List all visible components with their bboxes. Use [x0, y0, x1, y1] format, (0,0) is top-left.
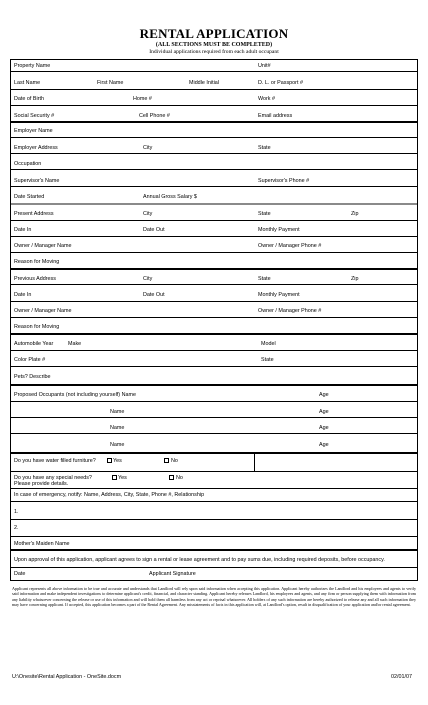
disclaimer-text: Applicant represents all above information to be true and accurate and understands that Landlord will rely upon said information when accepting this application. Applicant hereby authorizes the Landlord and his employees and agents to verify said information and make independent investigations to determine applicant's credit, financial, and character standing. Applicant hereby releases Landlord, his employees and agents, and any firm or person supplying them with information from any liability whatsoever concerning the release or use of this information and will hold them all harmless from any act or reprisal whatsoever. All holders of any such information are hereby authorized to release any and all such information they may have concerning applicant. If accepted, this application becomes a part of the Rental Agreement. Any misstatements of facts in this application will, at Landlord's option, result in disqualification of your application and/or rental agreement.: [12, 586, 416, 608]
label-cell-phone: Cell Phone #: [139, 113, 170, 119]
label-dl-passport: D. L. or Passport #: [258, 80, 303, 86]
label-emergency: In case of emergency, notify: Name, Address, City, State, Phone #, Relationship: [14, 492, 205, 498]
label-supervisor-name: Supervisor's Name: [14, 178, 60, 184]
label-work-phone: Work #: [258, 96, 275, 102]
label-occupant-name-2: Name: [110, 409, 125, 415]
application-form: [10, 59, 418, 581]
label-date: Date: [14, 571, 26, 577]
label-model: Model: [261, 341, 276, 347]
label-special-needs: Do you have any special needs?: [14, 475, 92, 481]
label-present-monthly-payment: Monthly Payment: [258, 227, 300, 233]
label-present-zip: Zip: [351, 211, 359, 217]
label-auto-year: Automobile Year: [14, 341, 54, 347]
label-occupant-name-3: Name: [110, 425, 125, 431]
label-present-state: State: [258, 211, 271, 217]
label-state-plate: State: [261, 357, 274, 363]
label-home-phone: Home #: [133, 96, 152, 102]
label-previous-state: State: [258, 276, 271, 282]
label-previous-owner-phone: Owner / Manager Phone #: [258, 308, 322, 314]
label-color-plate: Color Plate #: [14, 357, 46, 363]
label-present-city: City: [143, 211, 153, 217]
label-previous-address: Previous Address: [14, 276, 56, 282]
label-emergency-2: 2.: [14, 525, 19, 531]
label-occupant-age-2: Age: [319, 409, 329, 415]
form-note: Individual applications required from each adult occupant: [149, 49, 279, 55]
label-present-owner-phone: Owner / Manager Phone #: [258, 243, 322, 249]
label-ssn: Social Security #: [14, 113, 55, 119]
label-email: Email address: [258, 113, 293, 119]
special-needs-no-checkbox[interactable]: [169, 475, 174, 480]
label-emergency-1: 1.: [14, 509, 19, 515]
label-present-reason: Reason for Moving: [14, 259, 60, 265]
label-make: Make: [68, 341, 82, 347]
label-employer-state: State: [258, 145, 271, 151]
label-last-name: Last Name: [14, 80, 41, 86]
water-furniture-yes-checkbox[interactable]: [107, 458, 112, 463]
label-supervisor-phone: Supervisor's Phone #: [258, 178, 310, 184]
label-annual-salary: Annual Gross Salary $: [143, 194, 197, 200]
label-previous-owner-name: Owner / Manager Name: [14, 308, 72, 314]
label-water-furniture: Do you have water filled furniture?: [14, 458, 96, 464]
label-mother-maiden: Mother's Maiden Name: [14, 541, 70, 547]
label-previous-date-out: Date Out: [143, 292, 165, 298]
label-provide-details: Please provide details.: [14, 481, 69, 487]
form-subtitle: (ALL SECTIONS MUST BE COMPLETED): [155, 42, 273, 48]
label-occupants: Proposed Occupants (not including yourself) Name: [14, 392, 136, 398]
label-occupant-age-3: Age: [319, 425, 329, 431]
label-employer-city: City: [143, 145, 153, 151]
label-occupant-name-4: Name: [110, 442, 125, 448]
label-previous-city: City: [143, 276, 153, 282]
footer-date: 02/01/07: [391, 674, 412, 680]
special-needs-yes-checkbox[interactable]: [112, 475, 117, 480]
label-dob: Date of Birth: [14, 96, 44, 102]
label-present-address: Present Address: [14, 211, 54, 217]
label-water-no: No: [171, 458, 178, 464]
label-pets: Pets? Describe: [14, 374, 51, 380]
label-occupation: Occupation: [14, 161, 42, 167]
label-previous-date-in: Date In: [14, 292, 32, 298]
label-middle-initial: Middle Initial: [189, 80, 219, 86]
label-property-name: Property Name: [14, 63, 51, 69]
label-occupant-age-1: Age: [319, 392, 329, 398]
label-special-no: No: [176, 475, 183, 481]
label-date-started: Date Started: [14, 194, 45, 200]
form-title: RENTAL APPLICATION: [139, 26, 289, 41]
label-unit: Unit#: [258, 63, 271, 69]
label-employer-name: Employer Name: [14, 128, 53, 134]
label-previous-zip: Zip: [351, 276, 359, 282]
label-water-yes: Yes: [113, 458, 122, 464]
water-furniture-no-checkbox[interactable]: [164, 458, 169, 463]
label-employer-address: Employer Address: [14, 145, 58, 151]
label-present-date-in: Date In: [14, 227, 32, 233]
label-occupant-age-4: Age: [319, 442, 329, 448]
label-applicant-signature: Applicant Signature: [149, 571, 196, 577]
agreement-text: Upon approval of this application, applicant agrees to sign a rental or lease agreement and to pay sums due, including required deposits, before occupancy.: [14, 557, 385, 563]
footer-path: U:\Onesite\Rental Application - OneSite.docm: [12, 674, 122, 680]
label-previous-reason: Reason for Moving: [14, 324, 60, 330]
label-present-owner-name: Owner / Manager Name: [14, 243, 72, 249]
label-first-name: First Name: [97, 80, 124, 86]
label-present-date-out: Date Out: [143, 227, 165, 233]
label-previous-monthly-payment: Monthly Payment: [258, 292, 300, 298]
label-special-yes: Yes: [118, 475, 127, 481]
